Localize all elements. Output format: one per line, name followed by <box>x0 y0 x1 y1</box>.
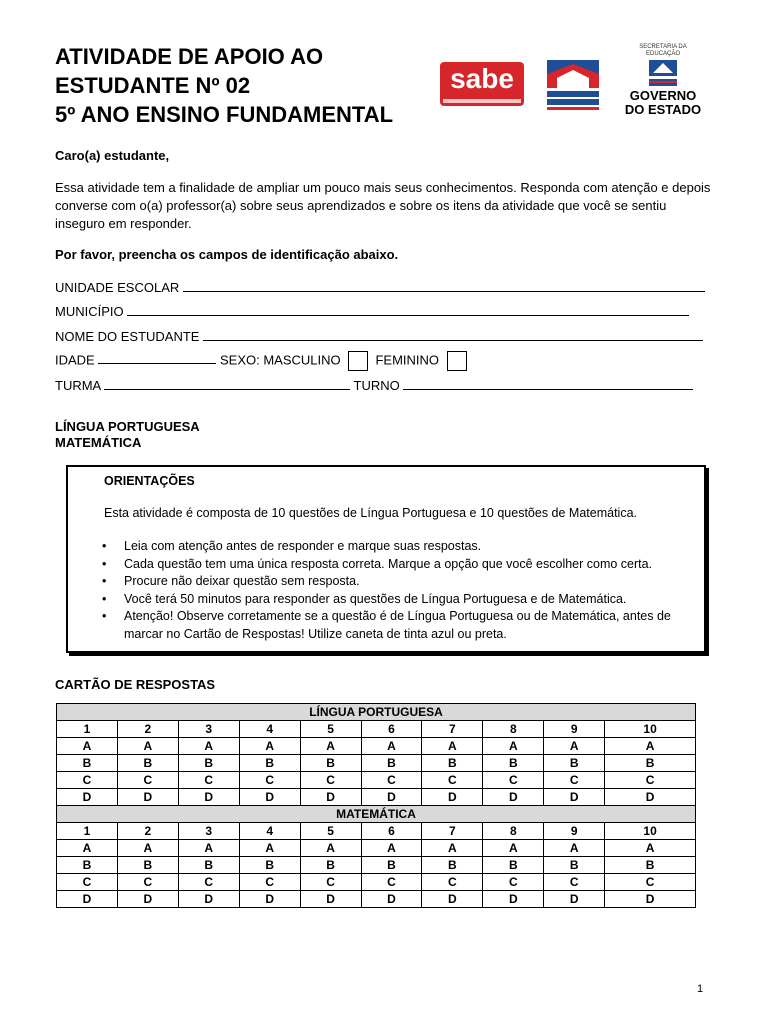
unidade-escolar-field[interactable] <box>55 279 705 295</box>
turno-label: TURNO <box>353 378 400 393</box>
answer-option-cell[interactable]: A <box>239 840 300 857</box>
unidade-escolar-label: UNIDADE ESCOLAR <box>55 280 180 295</box>
educar-logo-icon <box>543 58 603 114</box>
answer-option-cell[interactable]: D <box>57 789 118 806</box>
answer-option-cell[interactable]: B <box>178 755 239 772</box>
title-line-2: ESTUDANTE Nº 02 <box>55 73 251 98</box>
question-number: 9 <box>544 721 605 738</box>
answer-option-cell[interactable]: C <box>483 772 544 789</box>
answer-option-cell[interactable]: C <box>117 874 178 891</box>
municipio-line[interactable] <box>127 303 689 316</box>
orientacao-item: • Cada questão tem uma única resposta correta. Marque a opção que você escolher como certa. <box>102 556 692 574</box>
subject-matematica: MATEMÁTICA <box>55 435 142 450</box>
answer-option-cell[interactable]: D <box>422 789 483 806</box>
answer-option-cell[interactable]: A <box>361 840 422 857</box>
answer-option-cell[interactable]: C <box>544 874 605 891</box>
secretaria-text: SECRETARIA DA EDUCAÇÃO <box>639 44 687 57</box>
title-line-1: ATIVIDADE DE APOIO AO <box>55 44 324 69</box>
answer-option-cell[interactable]: B <box>239 755 300 772</box>
turno-line[interactable] <box>403 377 693 390</box>
orientacao-item: • Leia com atenção antes de responder e marque suas respostas. <box>102 538 692 556</box>
answer-option-cell[interactable]: D <box>544 789 605 806</box>
answer-option-cell[interactable]: D <box>544 891 605 908</box>
page-number: 1 <box>697 983 704 995</box>
municipio-label: MUNICÍPIO <box>55 304 124 319</box>
option-row <box>57 874 696 891</box>
option-row <box>57 891 696 908</box>
answer-option-cell[interactable]: A <box>178 738 239 755</box>
municipio-field[interactable] <box>55 303 689 319</box>
orientacoes-intro: Esta atividade é composta de 10 questões de Língua Portuguesa e 10 questões de Matemática. <box>104 506 637 520</box>
orientacoes-title: ORIENTAÇÕES <box>104 474 195 488</box>
section-header-row <box>57 806 696 823</box>
do-estado-text: DO ESTADO <box>624 102 702 117</box>
option-row <box>57 755 696 772</box>
orientacoes-list <box>102 538 692 643</box>
answer-option-cell[interactable]: D <box>605 789 696 806</box>
question-number: 2 <box>117 823 178 840</box>
answer-option-cell[interactable]: B <box>544 857 605 874</box>
answer-option-cell[interactable]: C <box>57 874 118 891</box>
sexo-label: SEXO: MASCULINO <box>219 352 341 368</box>
answer-option-cell[interactable]: A <box>57 840 118 857</box>
turma-label: TURMA <box>55 378 101 393</box>
answer-option-cell[interactable]: A <box>300 738 361 755</box>
nome-estudante-field[interactable] <box>55 328 703 344</box>
nome-estudante-label: NOME DO ESTUDANTE <box>55 329 200 344</box>
answer-option-cell[interactable]: C <box>361 772 422 789</box>
masculino-checkbox[interactable] <box>348 351 368 371</box>
answer-option-cell[interactable]: A <box>422 840 483 857</box>
option-row <box>57 857 696 874</box>
secretaria-label <box>622 44 704 58</box>
answer-option-cell[interactable]: B <box>57 755 118 772</box>
answer-option-cell[interactable]: C <box>422 874 483 891</box>
question-number-row <box>57 823 696 840</box>
answer-option-cell[interactable]: D <box>483 789 544 806</box>
answer-option-cell[interactable]: B <box>300 755 361 772</box>
answer-option-cell[interactable]: D <box>300 789 361 806</box>
answer-option-cell[interactable]: C <box>300 772 361 789</box>
orientacao-item: • Procure não deixar questão sem resposta. <box>102 573 692 591</box>
answer-option-cell[interactable]: A <box>544 840 605 857</box>
answer-option-cell[interactable]: D <box>361 789 422 806</box>
answer-option-cell[interactable]: A <box>605 840 696 857</box>
governo-do-estado-logo <box>622 44 704 118</box>
answer-option-cell[interactable]: A <box>117 738 178 755</box>
answer-option-cell[interactable]: C <box>57 772 118 789</box>
answer-option-cell[interactable]: D <box>57 891 118 908</box>
question-number: 7 <box>422 823 483 840</box>
answer-option-cell[interactable]: A <box>239 738 300 755</box>
answer-option-cell[interactable]: D <box>117 891 178 908</box>
answer-option-cell[interactable]: D <box>422 891 483 908</box>
question-number: 9 <box>544 823 605 840</box>
nome-estudante-line[interactable] <box>203 328 703 341</box>
answer-option-cell[interactable]: A <box>361 738 422 755</box>
orientacao-item: • Você terá 50 minutos para responder as questões de Língua Portuguesa e de Matemática. <box>102 591 692 609</box>
governo-text: GOVERNO <box>629 88 697 103</box>
answer-option-cell[interactable]: B <box>239 857 300 874</box>
question-number: 10 <box>605 721 696 738</box>
answer-option-cell[interactable]: A <box>300 840 361 857</box>
answer-option-cell[interactable]: A <box>483 738 544 755</box>
question-number: 6 <box>361 721 422 738</box>
question-number: 1 <box>57 823 118 840</box>
answer-option-cell[interactable]: A <box>605 738 696 755</box>
question-number: 7 <box>422 721 483 738</box>
idade-line[interactable] <box>98 351 216 364</box>
answer-option-cell[interactable]: C <box>239 772 300 789</box>
answer-option-cell[interactable]: B <box>483 755 544 772</box>
fill-instruction: Por favor, preencha os campos de identificação abaixo. <box>55 247 399 262</box>
answer-option-cell[interactable]: C <box>422 772 483 789</box>
question-number: 10 <box>605 823 696 840</box>
question-number: 5 <box>300 721 361 738</box>
sabe-logo-subtitle-bar <box>443 99 521 103</box>
answer-option-cell[interactable]: C <box>178 772 239 789</box>
answer-option-cell[interactable]: A <box>117 840 178 857</box>
answer-card-table <box>56 703 696 908</box>
question-number: 4 <box>239 823 300 840</box>
question-number: 1 <box>57 721 118 738</box>
answer-option-cell[interactable]: A <box>57 738 118 755</box>
answer-option-cell[interactable]: B <box>422 857 483 874</box>
answer-option-cell[interactable]: C <box>483 874 544 891</box>
answer-option-cell[interactable]: B <box>544 755 605 772</box>
answer-option-cell[interactable]: B <box>605 755 696 772</box>
answer-option-cell[interactable]: C <box>300 874 361 891</box>
answer-option-cell[interactable]: C <box>361 874 422 891</box>
turma-line[interactable] <box>104 377 350 390</box>
answer-option-cell[interactable]: C <box>178 874 239 891</box>
answer-option-cell[interactable]: B <box>117 755 178 772</box>
title-line-3: 5º ANO ENSINO FUNDAMENTAL <box>55 102 394 127</box>
sabe-logo <box>440 62 524 106</box>
cartao-respostas-title: CARTÃO DE RESPOSTAS <box>55 677 216 692</box>
answer-option-cell[interactable]: B <box>361 857 422 874</box>
answer-option-cell[interactable]: A <box>544 738 605 755</box>
answer-option-cell[interactable]: B <box>605 857 696 874</box>
question-number: 3 <box>178 721 239 738</box>
answer-option-cell[interactable]: B <box>300 857 361 874</box>
answer-option-cell[interactable]: C <box>605 874 696 891</box>
answer-option-cell[interactable]: D <box>361 891 422 908</box>
question-number: 4 <box>239 721 300 738</box>
greeting: Caro(a) estudante, <box>55 148 170 163</box>
idade-sexo-row <box>55 351 467 371</box>
question-number: 3 <box>178 823 239 840</box>
orientacao-item: • Atenção! Observe corretamente se a questão é de Língua Portuguesa ou de Matemática, antes de marcar no Cartão de Respostas! Utilize caneta de tinta azul ou preta. <box>102 608 692 643</box>
bahia-flag-icon <box>649 60 677 86</box>
sabe-logo-text: sabe <box>450 63 514 94</box>
question-number: 8 <box>483 721 544 738</box>
option-row <box>57 789 696 806</box>
feminino-checkbox[interactable] <box>447 351 467 371</box>
option-row <box>57 738 696 755</box>
idade-label: IDADE <box>55 352 95 368</box>
answer-option-cell[interactable]: B <box>57 857 118 874</box>
answer-option-cell[interactable]: B <box>422 755 483 772</box>
option-row <box>57 772 696 789</box>
subject-portugues: LÍNGUA PORTUGUESA <box>55 419 200 434</box>
section-header-row <box>57 704 696 721</box>
turma-turno-row <box>55 377 693 393</box>
answer-option-cell[interactable]: D <box>178 789 239 806</box>
answer-option-cell[interactable]: D <box>605 891 696 908</box>
answer-option-cell[interactable]: C <box>239 874 300 891</box>
answer-option-cell[interactable]: D <box>300 891 361 908</box>
feminino-label: FEMININO <box>375 352 440 368</box>
answer-option-cell[interactable]: D <box>117 789 178 806</box>
unidade-escolar-line[interactable] <box>183 279 705 292</box>
question-number: 6 <box>361 823 422 840</box>
question-number-row <box>57 721 696 738</box>
option-row <box>57 840 696 857</box>
answer-option-cell[interactable]: D <box>178 891 239 908</box>
question-number: 8 <box>483 823 544 840</box>
section-header: LÍNGUA PORTUGUESA <box>57 704 696 721</box>
answer-option-cell[interactable]: A <box>178 840 239 857</box>
answer-option-cell[interactable]: A <box>422 738 483 755</box>
question-number: 2 <box>117 721 178 738</box>
answer-option-cell[interactable]: A <box>483 840 544 857</box>
answer-option-cell[interactable]: D <box>239 789 300 806</box>
answer-option-cell[interactable]: D <box>239 891 300 908</box>
answer-option-cell[interactable]: B <box>483 857 544 874</box>
answer-option-cell[interactable]: D <box>483 891 544 908</box>
section-header: MATEMÁTICA <box>57 806 696 823</box>
answer-option-cell[interactable]: B <box>361 755 422 772</box>
answer-option-cell[interactable]: B <box>117 857 178 874</box>
intro-paragraph: Essa atividade tem a finalidade de ampliar um pouco mais seus conhecimentos. Responda com atenção e depois converse com o(a) professor(a) sobre seus aprendizados e sobre os itens da atividade que você se sentiu inseguro em responder. <box>55 180 711 231</box>
answer-option-cell[interactable]: C <box>544 772 605 789</box>
question-number: 5 <box>300 823 361 840</box>
answer-option-cell[interactable]: C <box>117 772 178 789</box>
answer-option-cell[interactable]: C <box>605 772 696 789</box>
educar-para-transformar-logo <box>543 58 603 114</box>
page-title <box>55 42 393 129</box>
answer-option-cell[interactable]: B <box>178 857 239 874</box>
